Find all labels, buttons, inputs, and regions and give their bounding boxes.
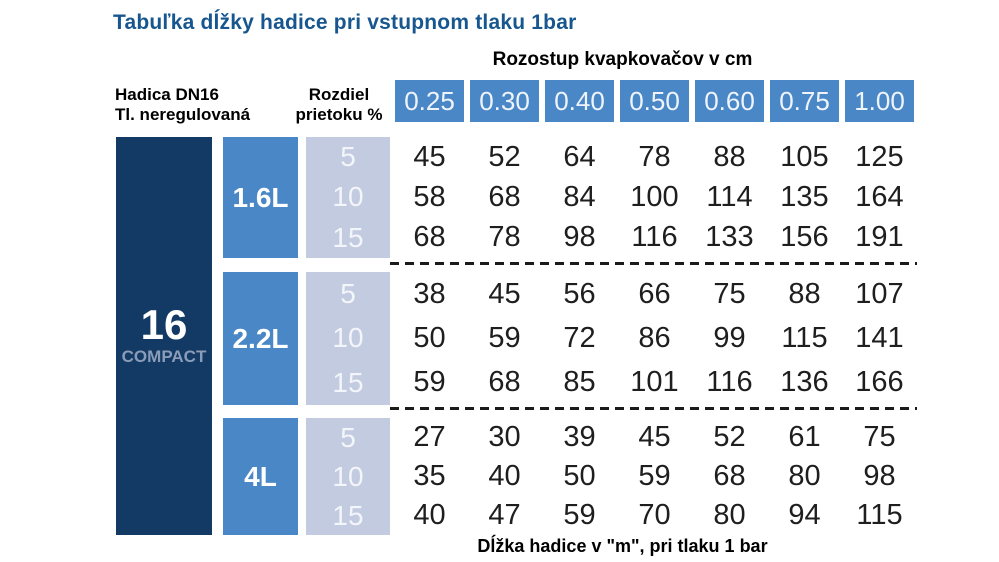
- hose-length-value: 61: [788, 421, 821, 453]
- table-group-1-6l: [223, 137, 930, 258]
- hose-length-value: 38: [413, 277, 446, 310]
- hose-length-value: 78: [638, 140, 671, 173]
- hose-length-value: 45: [413, 140, 446, 173]
- table-row: [395, 462, 914, 491]
- hose-type-line2: Tl. neregulovaná: [115, 105, 251, 124]
- hose-length-value: 107: [855, 277, 904, 310]
- flow-diff-value: 10: [332, 322, 364, 354]
- hose-length-value: 52: [713, 421, 746, 453]
- hose-length-rows: [395, 137, 914, 258]
- hose-length-value: 94: [788, 499, 821, 531]
- hose-length-value: 100: [630, 180, 679, 213]
- spacing-header-cell: 0.60: [695, 80, 764, 122]
- hose-length-value: 98: [863, 460, 896, 492]
- hose-length-value: 115: [781, 321, 828, 354]
- hose-length-value: 125: [855, 140, 904, 173]
- hose-length-value: 116: [631, 221, 678, 254]
- flow-diff-value: 15: [332, 366, 364, 398]
- spacing-header-cell: 0.75: [770, 80, 839, 122]
- table-row: [395, 321, 914, 354]
- hose-length-value: 86: [638, 321, 671, 354]
- product-badge: [116, 137, 212, 535]
- hose-length-value: 98: [563, 221, 596, 254]
- table-row: [395, 277, 914, 310]
- flow-diff-column: [306, 418, 390, 535]
- flow-rate-label: 2.2L: [223, 272, 298, 405]
- hose-length-value: 80: [713, 499, 746, 531]
- flow-diff-column: [306, 137, 390, 258]
- flow-diff-column: [306, 272, 390, 405]
- hose-length-value: 30: [488, 421, 521, 453]
- hose-length-value: 75: [863, 421, 896, 453]
- spacing-header-cell: 0.25: [395, 80, 464, 122]
- hose-length-value: 39: [563, 421, 596, 453]
- flow-rate-label: 4L: [223, 418, 298, 535]
- hose-length-value: 156: [780, 221, 829, 254]
- hose-length-value: 50: [413, 321, 446, 354]
- group-separator-dashed-line: [390, 407, 917, 410]
- hose-length-value: 66: [638, 277, 671, 310]
- hose-length-footnote: Dĺžka hadice v "m", pri tlaku 1 bar: [477, 536, 768, 556]
- hose-length-value: 40: [488, 460, 521, 492]
- hose-length-value: 85: [563, 366, 596, 399]
- hose-length-value: 80: [788, 460, 821, 492]
- hose-length-value: 50: [563, 460, 596, 492]
- product-name: COMPACT: [121, 347, 207, 366]
- spacing-header-cell: 0.50: [620, 80, 689, 122]
- hose-length-value: 115: [856, 499, 903, 531]
- hose-length-value: 75: [713, 277, 746, 310]
- table-row: [395, 501, 914, 530]
- hose-length-value: 56: [563, 277, 596, 310]
- hose-length-value: 88: [788, 277, 821, 310]
- hose-length-value: 136: [780, 366, 829, 399]
- hose-length-value: 164: [855, 180, 904, 213]
- table-row: [395, 223, 914, 252]
- hose-length-value: 135: [780, 180, 829, 213]
- flow-diff-value: 10: [332, 181, 364, 213]
- table-group-2-2l: [223, 272, 930, 405]
- hose-type-label: [115, 85, 250, 125]
- hose-length-value: 40: [413, 499, 446, 531]
- page-title: Tabuľka dĺžky hadice pri vstupnom tlaku 1bar: [113, 11, 577, 34]
- flow-diff-value: 5: [340, 421, 356, 453]
- hose-length-rows: [395, 418, 914, 535]
- spacing-header-cell: 0.40: [545, 80, 614, 122]
- table-group-4l: [223, 418, 930, 535]
- flow-rate-label: 1.6L: [223, 137, 298, 258]
- hose-length-value: 70: [638, 499, 671, 531]
- spacing-header-cell: 1.00: [845, 80, 914, 122]
- flow-difference-label: [286, 85, 392, 125]
- hose-length-value: 166: [855, 366, 904, 399]
- spacing-header-cell: 0.30: [470, 80, 539, 122]
- flow-diff-value: 5: [340, 141, 356, 173]
- product-number: 16: [140, 301, 188, 348]
- hose-length-value: 58: [413, 180, 446, 213]
- hose-length-value: 101: [630, 366, 679, 399]
- hose-length-value: 68: [713, 460, 746, 492]
- hose-length-value: 59: [638, 460, 671, 492]
- table-row: [395, 423, 914, 452]
- hose-length-value: 84: [563, 180, 596, 213]
- flow-difference-line2: prietoku %: [295, 105, 383, 124]
- hose-length-value: 191: [855, 221, 904, 254]
- hose-length-value: 78: [488, 221, 521, 254]
- flow-diff-value: 5: [340, 278, 356, 310]
- table-row: [395, 368, 914, 397]
- dripper-spacing-header: Rozostup kvapkovačov v cm: [492, 49, 753, 70]
- flow-diff-value: 15: [332, 499, 364, 531]
- flow-diff-value: 10: [332, 460, 364, 492]
- hose-length-value: 64: [563, 140, 596, 173]
- hose-length-value: 52: [488, 140, 521, 173]
- table-row: [395, 140, 914, 173]
- hose-length-value: 35: [413, 460, 446, 492]
- hose-length-value: 68: [488, 366, 521, 399]
- spacing-column-headers: [395, 80, 914, 122]
- hose-length-value: 59: [563, 499, 596, 531]
- hose-length-value: 72: [563, 321, 596, 354]
- hose-length-value: 116: [706, 366, 753, 399]
- hose-length-value: 68: [488, 180, 521, 213]
- hose-length-value: 105: [780, 140, 829, 173]
- hose-length-value: 68: [413, 221, 446, 254]
- hose-length-value: 141: [855, 321, 904, 354]
- flow-difference-line1: Rozdiel: [308, 85, 370, 104]
- hose-type-line1: Hadica DN16: [115, 85, 219, 104]
- hose-length-value: 45: [488, 277, 521, 310]
- hose-length-value: 45: [638, 421, 671, 453]
- hose-length-value: 88: [713, 140, 746, 173]
- hose-length-value: 59: [488, 321, 521, 354]
- hose-length-rows: [395, 272, 914, 405]
- group-separator-dashed-line: [390, 262, 917, 265]
- table-row: [395, 180, 914, 213]
- hose-length-value: 114: [706, 180, 753, 213]
- hose-length-value: 27: [413, 421, 446, 453]
- hose-length-value: 99: [713, 321, 746, 354]
- flow-diff-value: 15: [332, 221, 364, 253]
- hose-length-value: 133: [705, 221, 754, 254]
- hose-length-value: 47: [488, 499, 521, 531]
- hose-length-value: 59: [413, 366, 446, 399]
